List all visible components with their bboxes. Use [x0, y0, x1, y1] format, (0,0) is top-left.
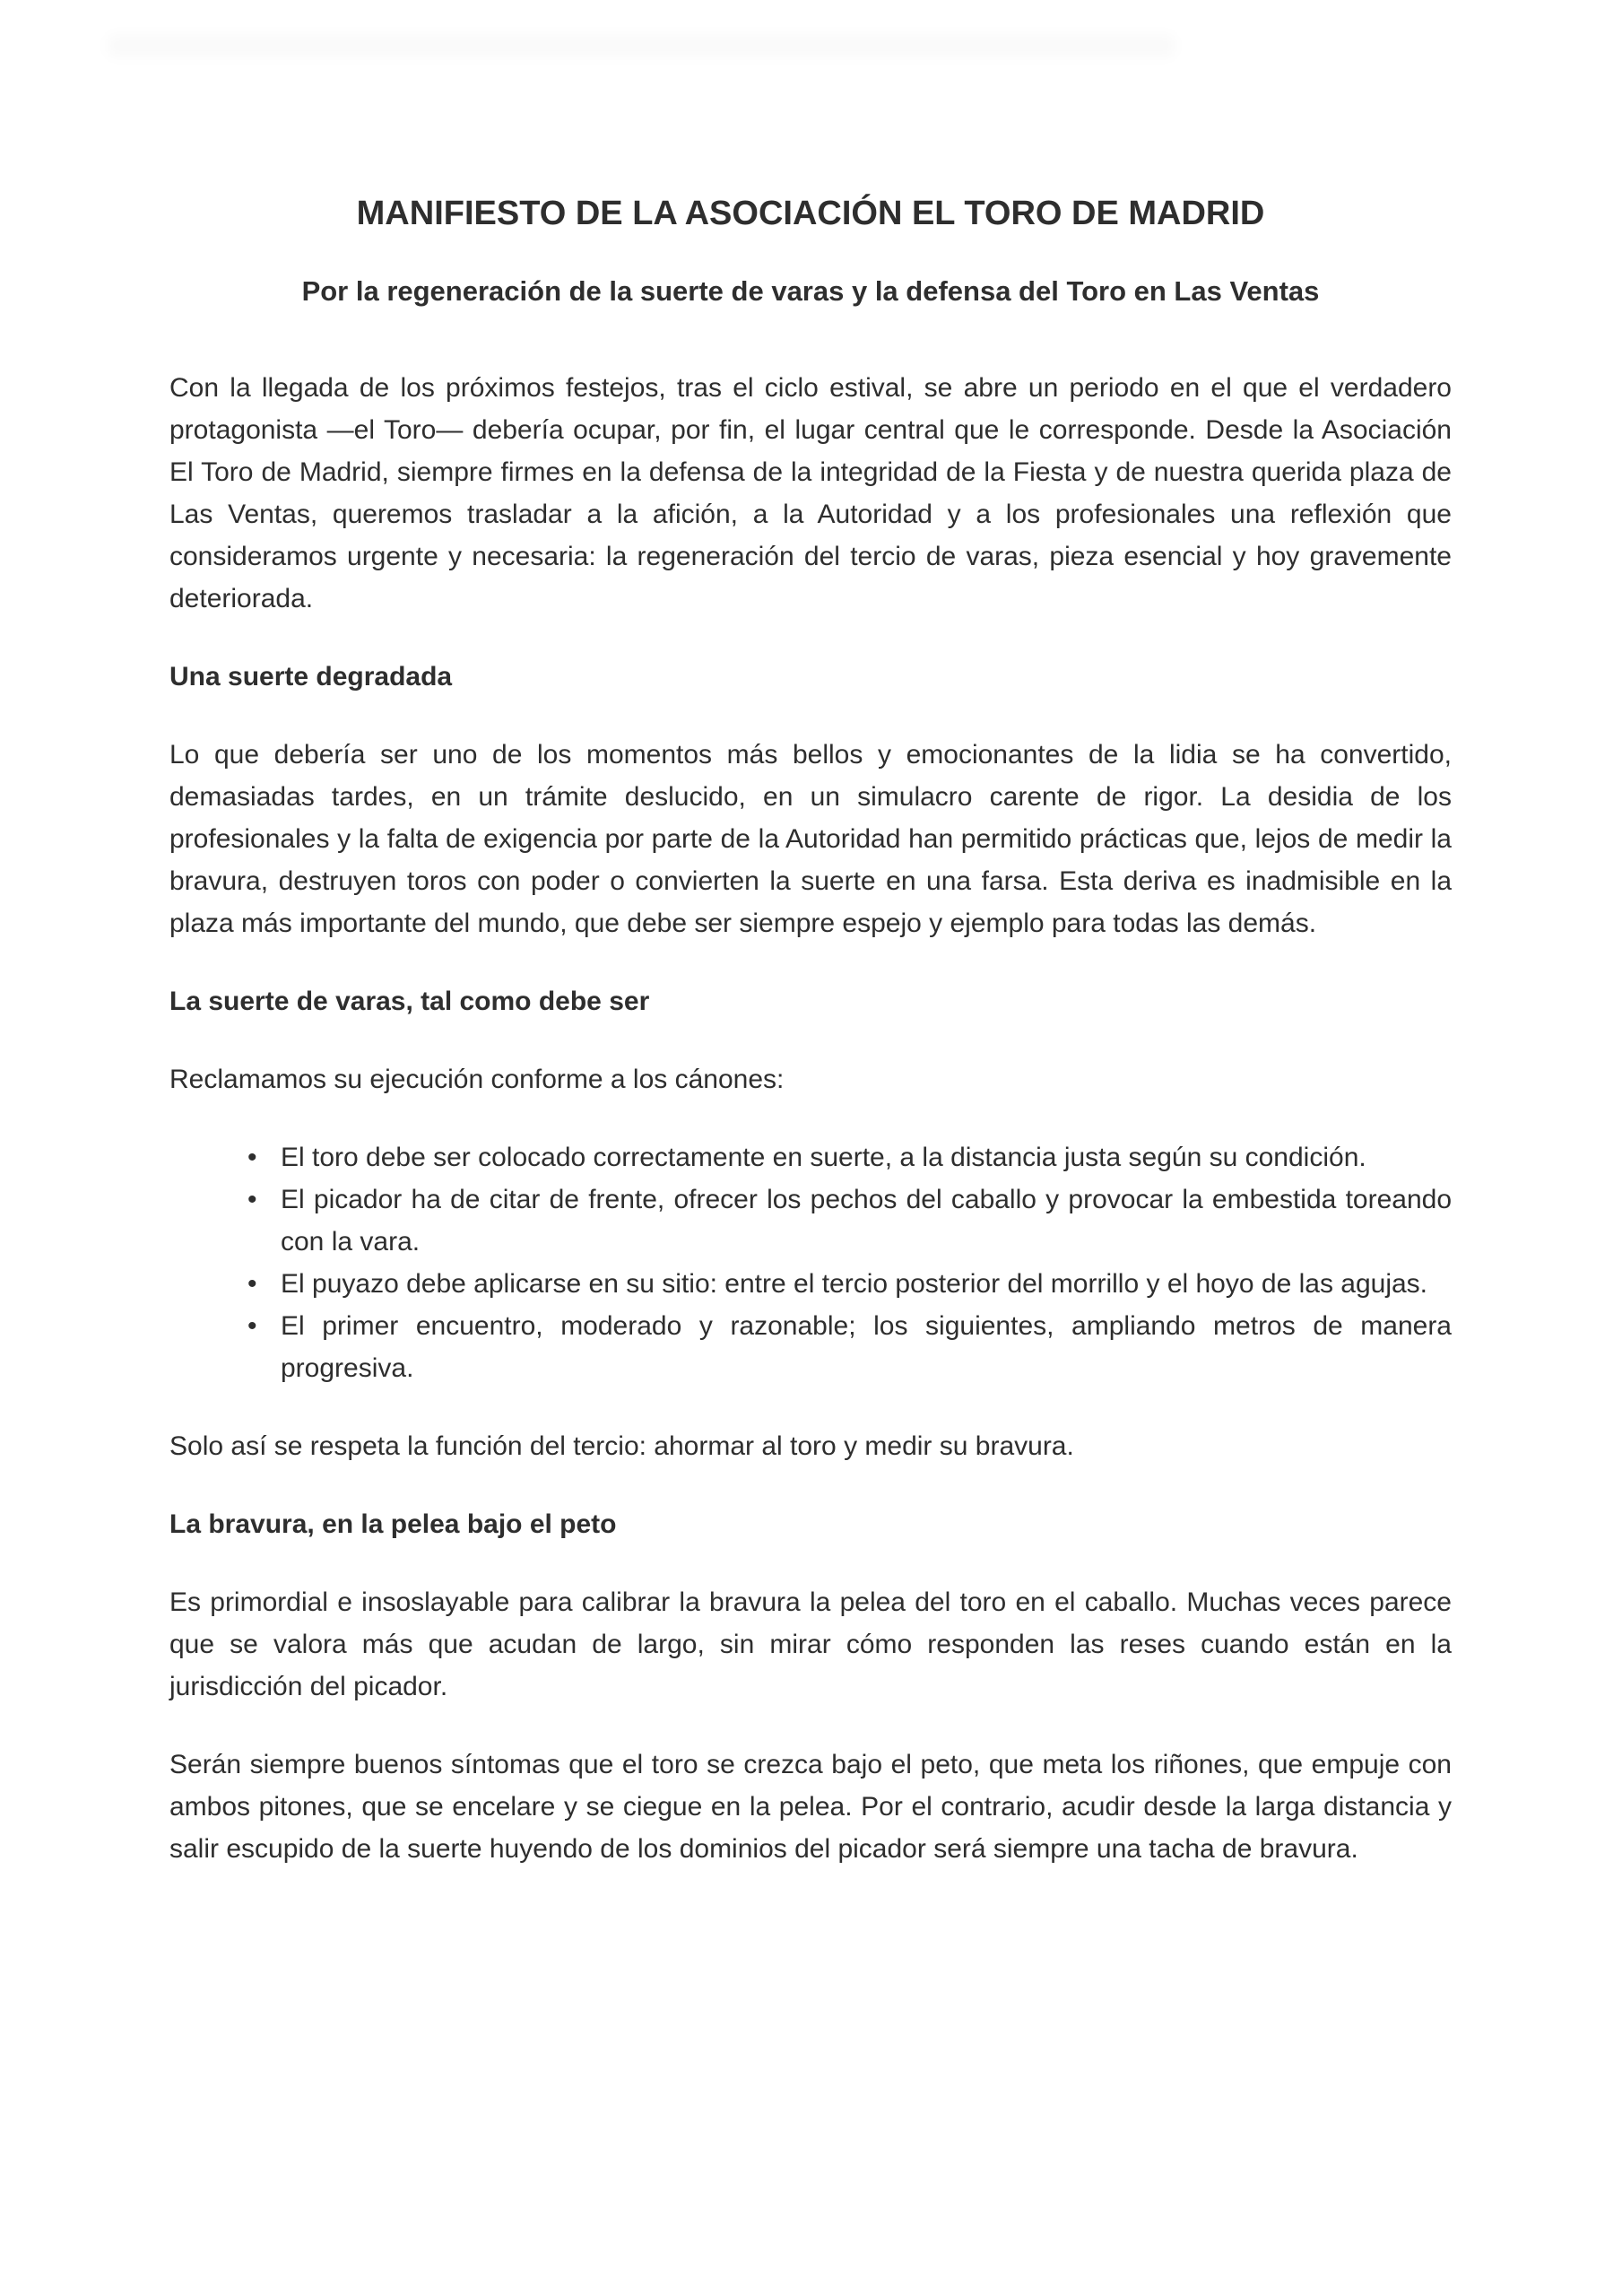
list-item — [169, 1136, 1452, 1178]
bullet-icon: • — [247, 1185, 257, 1214]
bullet-icon: • — [247, 1311, 257, 1341]
list-item — [169, 1178, 1452, 1263]
section-heading-la-bravura: La bravura, en la pelea bajo el peto — [169, 1509, 617, 1539]
list-item-text: El picador ha de citar de frente, ofrecer los pechos del caballo y provocar la embestida toreando con la vara. — [281, 1185, 1452, 1257]
section2-lead-paragraph: Reclamamos su ejecución conforme a los cánones: — [169, 1065, 785, 1094]
document-title: MANIFIESTO DE LA ASOCIACIÓN EL TORO DE MADRID — [356, 195, 1265, 232]
list-item-text: El primer encuentro, moderado y razonable; los siguientes, ampliando metros de manera progresiva. — [281, 1311, 1452, 1383]
document-subtitle: Por la regeneración de la suerte de varas y la defensa del Toro en Las Ventas — [301, 275, 1320, 307]
canones-bullet-list — [169, 1136, 1452, 1389]
section3-paragraph-1: Es primordial e insoslayable para calibrar la bravura la pelea del toro en el caballo. Muchas veces parece que se valora más que acudan de largo, sin mirar cómo responden las reses cuando están en la jurisdicción del picador. — [169, 1587, 1452, 1701]
list-item — [169, 1305, 1452, 1389]
section-heading-la-suerte-de-varas: La suerte de varas, tal como debe ser — [169, 987, 650, 1016]
scan-artifact — [108, 34, 1175, 57]
intro-paragraph: Con la llegada de los próximos festejos, tras el ciclo estival, se abre un periodo en el que el verdadero protagonista —el Toro— debería ocupar, por fin, el lugar central que le corresponde. Desde la Asociación El Toro de Madrid, siempre firmes en la defensa de la integridad de la Fiesta y de nuestra querida plaza de Las Ventas, queremos trasladar a la afición, a la Autoridad y a los profesionales una reflexión que consideramos urgente y necesaria: la regeneración del tercio de varas, pieza esencial y hoy gravemente deteriorada. — [169, 373, 1452, 613]
section3-paragraph-2: Serán siempre buenos síntomas que el toro se crezca bajo el peto, que meta los riñones, que empuje con ambos pitones, que se encelare y se ciegue en la pelea. Por el contrario, acudir desde la larga distancia y salir escupido de la suerte huyendo de los dominios del picador será siempre una tacha de bravura. — [169, 1750, 1452, 1864]
section-heading-una-suerte-degradada: Una suerte degradada — [169, 662, 453, 691]
bullet-icon: • — [247, 1269, 257, 1299]
list-item-text: El puyazo debe aplicarse en su sitio: entre el tercio posterior del morrillo y el hoyo de las agujas. — [281, 1269, 1428, 1299]
list-item-text: El toro debe ser colocado correctamente en suerte, a la distancia justa según su condición. — [281, 1143, 1366, 1172]
section1-paragraph: Lo que debería ser uno de los momentos más bellos y emocionantes de la lidia se ha convertido, demasiadas tardes, en un trámite deslucido, en un simulacro carente de rigor. La desidia de los profesionales y la falta de exigencia por parte de la Autoridad han permitido prácticas que, lejos de medir la bravura, destruyen toros con poder o convierten la suerte en una farsa. Esta deriva es inadmisible en la plaza más importante del mundo, que debe ser siempre espejo y ejemplo para todas las demás. — [169, 740, 1452, 938]
list-item — [169, 1263, 1452, 1305]
bullet-icon: • — [247, 1143, 257, 1172]
section2-closing-paragraph: Solo así se respeta la función del tercio: ahormar al toro y medir su bravura. — [169, 1431, 1074, 1461]
